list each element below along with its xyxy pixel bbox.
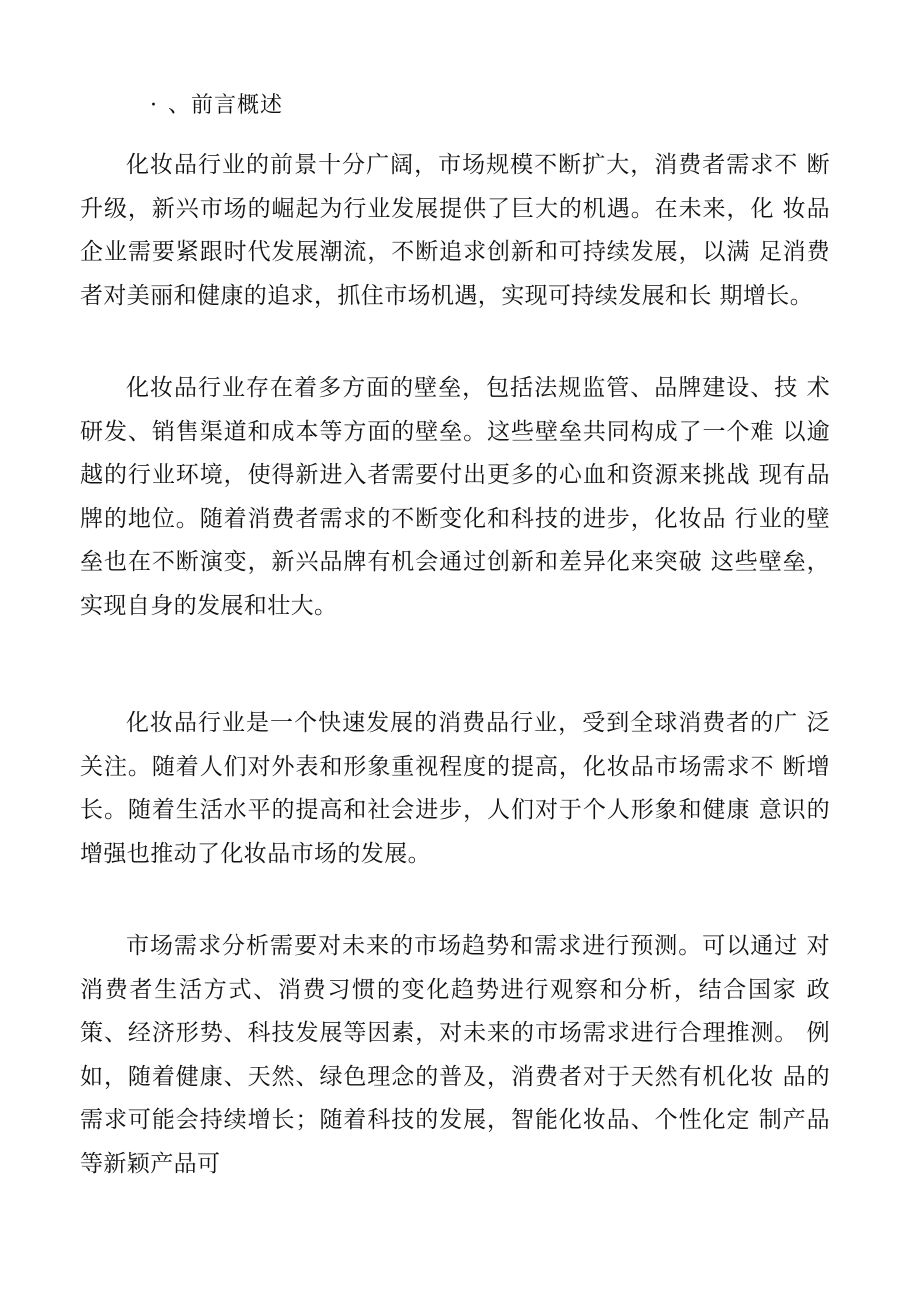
paragraph-market-demand-analysis: 市场需求分析需要对未来的市场趋势和需求进行预测。可以通过 对消费者生活方式、消费习惯的变化趋势进行观察和分析，结合国家 政策、经济形势、科技发展等因素，对未来的市场需求进行合理推测。 例如，随着健康、天然、绿色理念的普及，消费者对于天然有机化妆 品的需求可能会持续增长；随着科技的发展，智能化妆品、个性化定 制产品等新颖产品可 xyxy=(80,933,830,1177)
paragraph-industry-barriers: 化妆品行业存在着多方面的壁垒，包括法规监管、品牌建设、技 术研发、销售渠道和成本等方面的壁垒。这些壁垒共同构成了一个难 以逾越的行业环境，使得新进入者需要付出更多的心血和资源来挑战 现有品牌的地位。随着消费者需求的不断变化和科技的进步，化妆品 行业的壁垒也在不断演变，新兴品牌有机会通过创新和差异化来突破 这些壁垒，实现自身的发展和壮大。 xyxy=(80,375,830,619)
heading-text: 、前言概述 xyxy=(168,93,284,118)
heading-bullet: · xyxy=(150,93,158,118)
paragraph-consumer-attention: 化妆品行业是一个快速发展的消费品行业，受到全球消费者的广 泛关注。随着人们对外表和形象重视程度的提高，化妆品市场需求不 断增长。随着生活水平的提高和社会进步，人们对于个人形象和健康 意识的增强也推动了化妆品市场的发展。 xyxy=(80,710,830,867)
section-heading xyxy=(150,88,283,124)
paragraph-industry-outlook: 化妆品行业的前景十分广阔，市场规模不断扩大，消费者需求不 断升级，新兴市场的崛起为行业发展提供了巨大的机遇。在未来，化 妆品企业需要紧跟时代发展潮流，不断追求创新和可持续发展，以满 足消费者对美丽和健康的追求，抓住市场机遇，实现可持续发展和长 期增长。 xyxy=(80,152,830,309)
